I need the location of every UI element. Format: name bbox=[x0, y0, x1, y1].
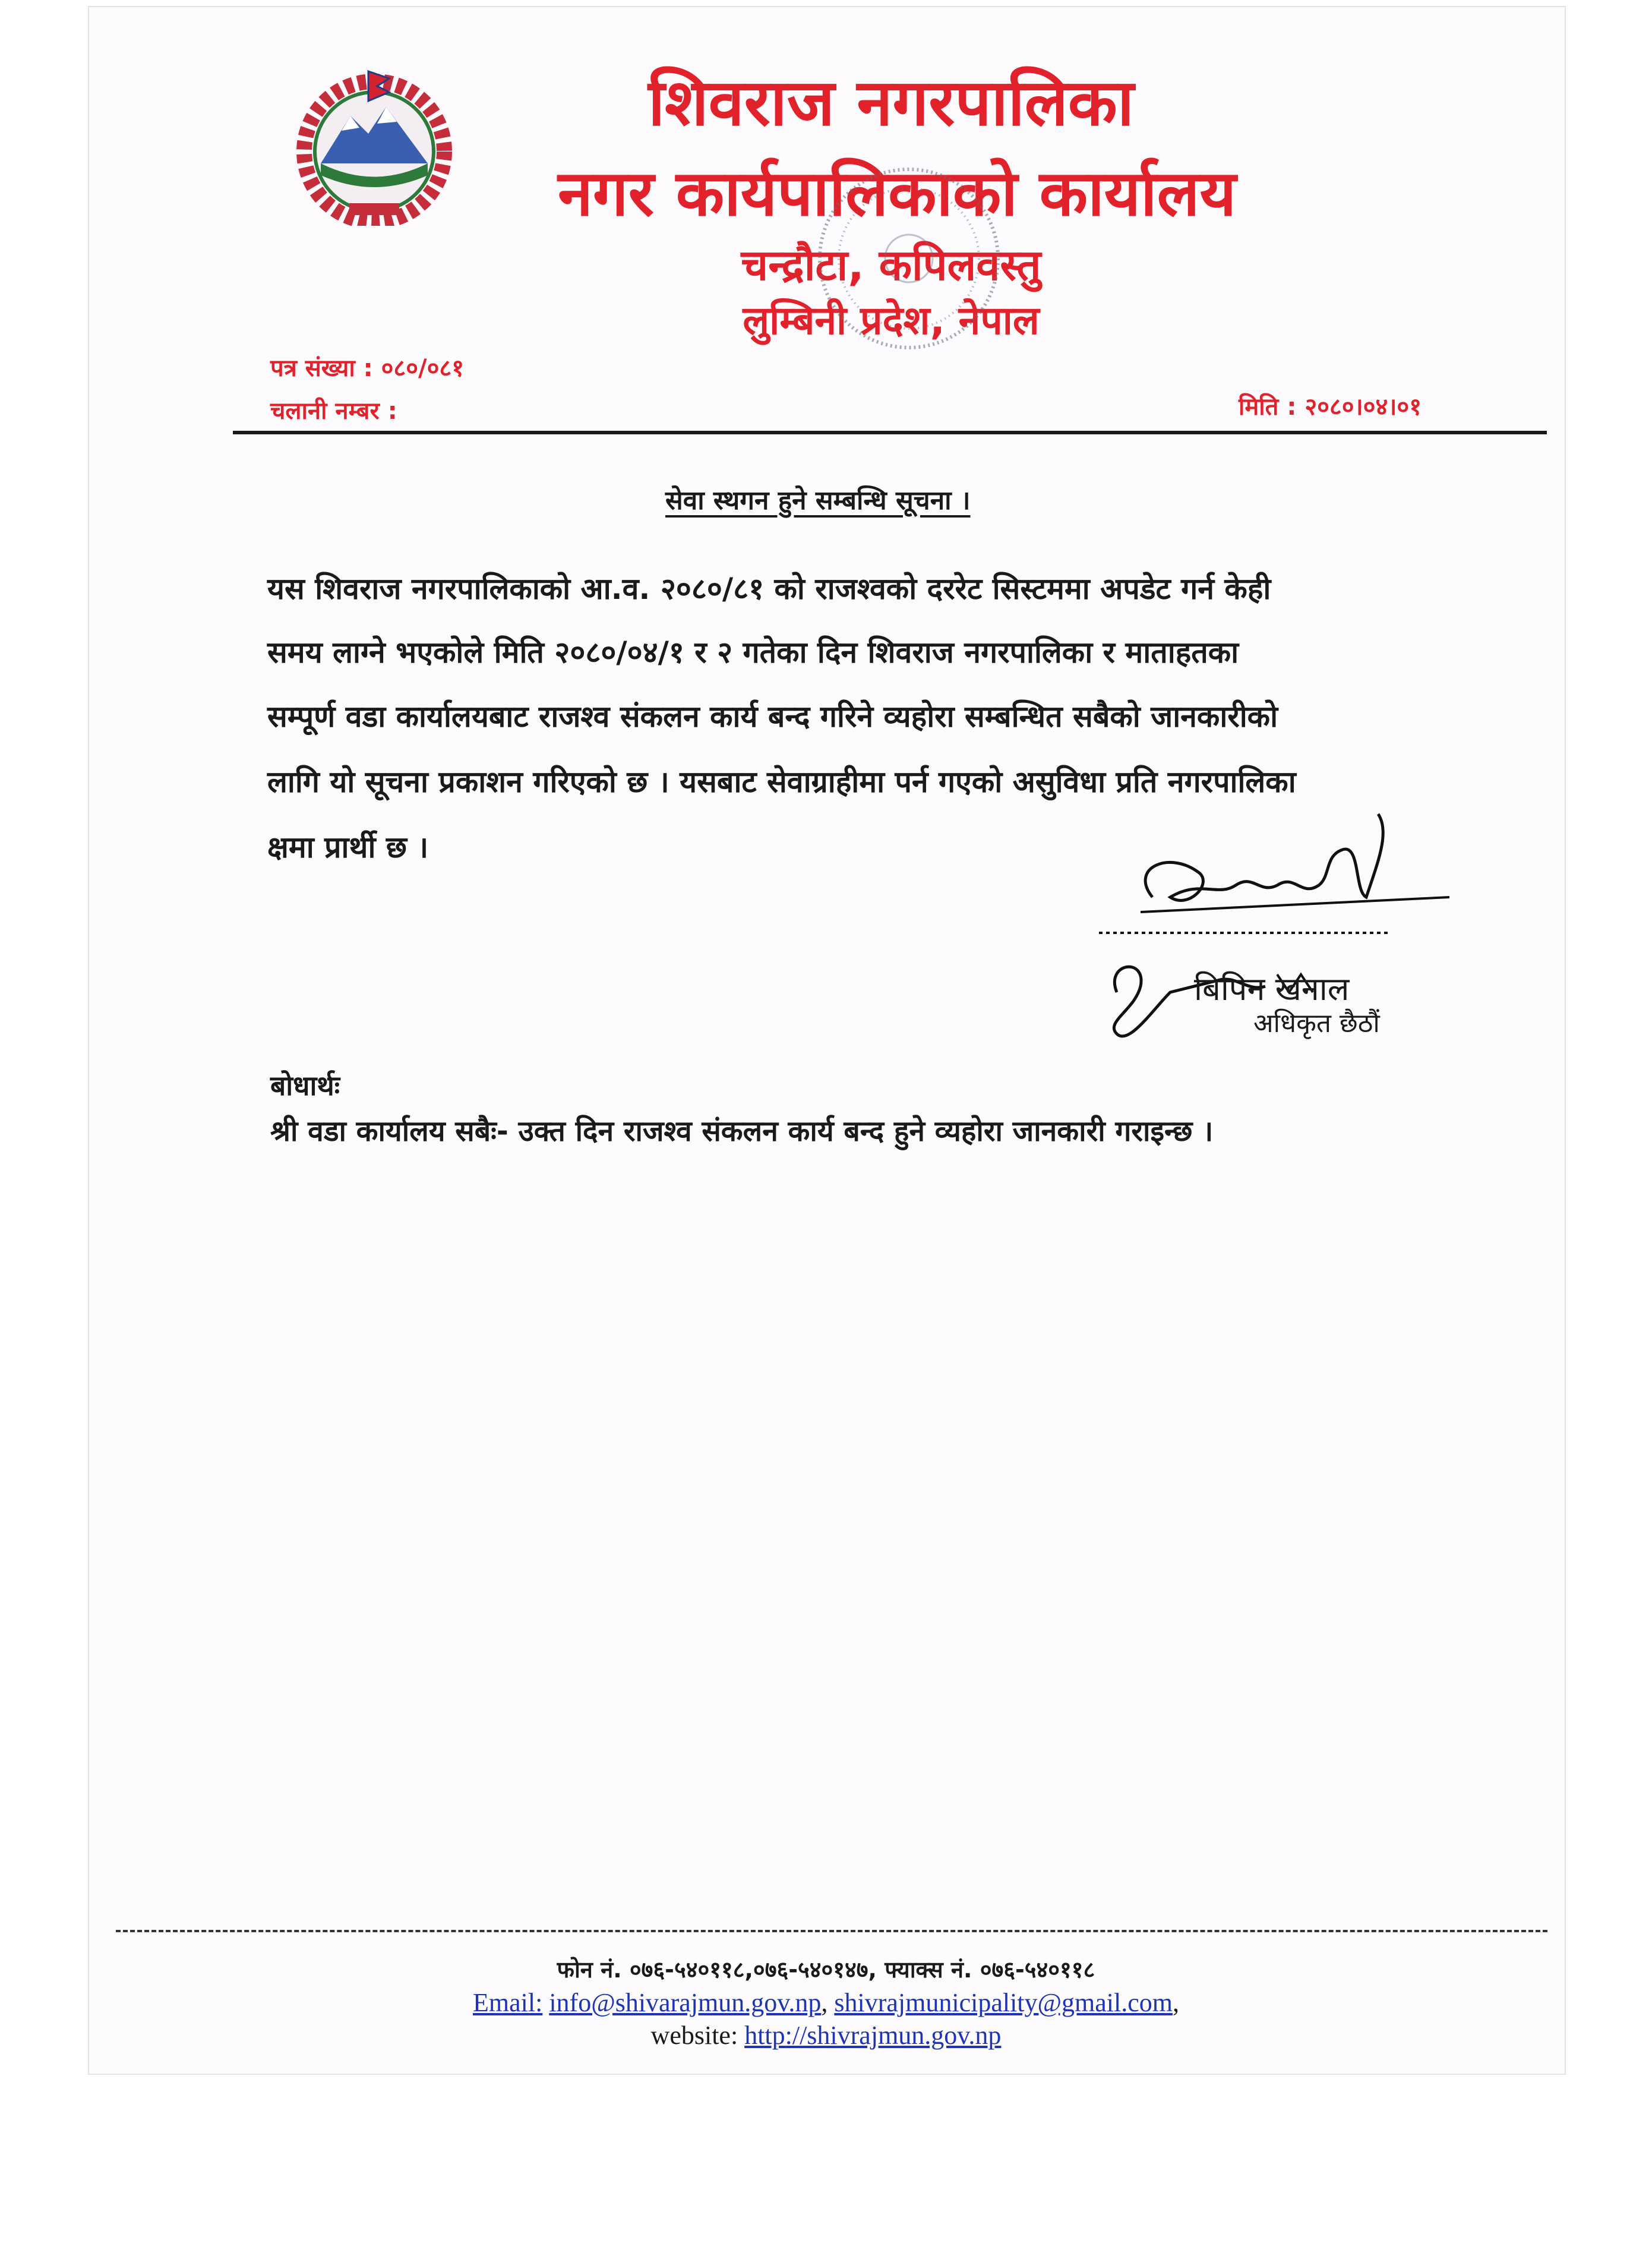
letter-number-label: पत्र संख्या : bbox=[270, 355, 373, 382]
office-name: नगर कार्यपालिकाको कार्यालय bbox=[558, 157, 1236, 230]
letter-number-value: ०८०/०८१ bbox=[381, 355, 465, 382]
nepal-emblem-logo bbox=[279, 65, 469, 226]
footer-divider bbox=[116, 1930, 1547, 1932]
email-link-gmail[interactable]: shivrajmunicipality@gmail.com bbox=[834, 1988, 1173, 2017]
footer-email bbox=[0, 1987, 1652, 2018]
header-divider bbox=[233, 431, 1547, 434]
date-value: २०८०।०४।०१ bbox=[1304, 393, 1422, 421]
email-link-office[interactable]: info@shivarajmun.gov.np bbox=[549, 1988, 822, 2017]
cc-label: बोधार्थः bbox=[270, 1070, 340, 1102]
cc-recipient-line: श्री वडा कार्यालय सबैः- उक्त दिन राजश्व संकलन कार्य बन्द हुने व्यहोरा जानकारी गराइन्छ । bbox=[270, 1115, 1214, 1148]
website-link[interactable]: http://shivrajmun.gov.np bbox=[744, 2021, 1002, 2050]
letter-number bbox=[270, 351, 464, 383]
signatory-name: बिपिन खनाल bbox=[1194, 970, 1350, 1008]
notice-body-line: लागि यो सूचना प्रकाशन गरिएको छ । यसबाट सेवाग्राहीमा पर्न गएको असुविधा प्रति नगरपालिका bbox=[267, 765, 1296, 799]
dispatch-number-label: चलानी नम्बर : bbox=[270, 397, 397, 425]
notice-body-line: यस शिवराज नगरपालिकाको आ.व. २०८०/८१ को राजश्वको दररेट सिस्टममा अपडेट गर्न केही bbox=[267, 572, 1271, 606]
address-line-1: चन्द्रौटा, कपिलवस्तु bbox=[741, 240, 1041, 290]
email-label: Email: bbox=[473, 1988, 543, 2017]
email-end: , bbox=[1173, 1988, 1179, 2017]
signatory-title: अधिकृत छैठौं bbox=[1253, 1008, 1380, 1039]
email-separator: , bbox=[821, 1988, 828, 2017]
notice-subject: सेवा स्थगन हुने सम्बन्धि सूचना । bbox=[665, 485, 971, 516]
notice-body-line: समय लाग्ने भएकोले मिति २०८०/०४/१ र २ गतेका दिन शिवराज नगरपालिका र माताहतका bbox=[267, 635, 1239, 670]
date-label: मिति : bbox=[1239, 393, 1297, 421]
footer-website bbox=[0, 2020, 1652, 2050]
office-stamp bbox=[790, 154, 1028, 368]
letter-date bbox=[1239, 389, 1422, 422]
footer-phone: फोन नं. ०७६-५४०११८,०७६-५४०१४७, फ्याक्स नं. ०७६-५४०११८ bbox=[557, 1957, 1095, 1983]
notice-body-line: क्षमा प्रार्थी छ । bbox=[267, 830, 429, 865]
dispatch-number bbox=[270, 393, 397, 426]
municipality-name: शिवराज नगरपालिका bbox=[648, 66, 1134, 140]
website-label: website: bbox=[650, 2021, 738, 2050]
handwritten-signature bbox=[1081, 796, 1497, 1105]
address-line-2: लुम्बिनी प्रदेश, नेपाल bbox=[743, 298, 1040, 343]
notice-body-line: सम्पूर्ण वडा कार्यालयबाट राजश्व संकलन कार्य बन्द गरिने व्यहोरा सम्बन्धित सबैको जानकारीको bbox=[267, 699, 1278, 734]
